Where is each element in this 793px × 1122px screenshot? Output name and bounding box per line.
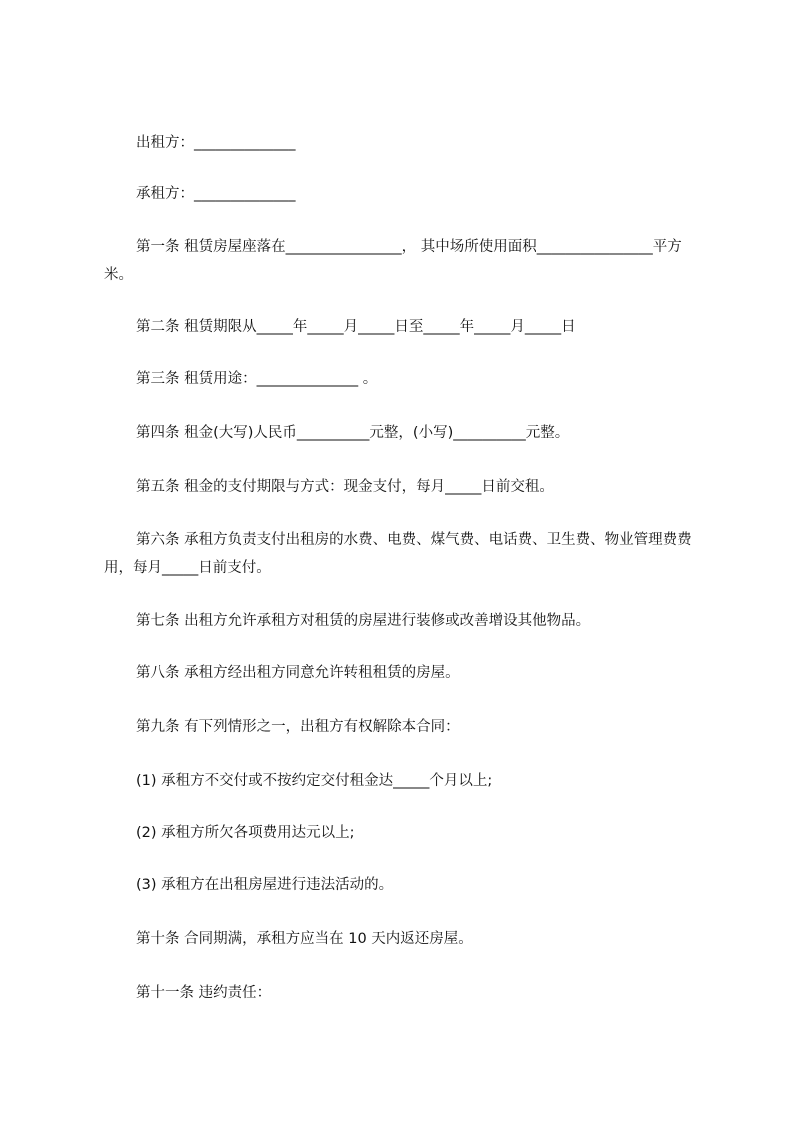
lessee-line: 承租方：______________ (136, 186, 296, 202)
article-3: 第三条 租赁用途：______________ 。 (136, 371, 378, 387)
article-9-item-3: (3) 承租方在出租房屋进行违法活动的。 (136, 877, 394, 893)
lessor-line: 出租方：______________ (136, 135, 296, 151)
article-9-item-2: (2) 承租方所欠各项费用达元以上; (136, 825, 355, 841)
article-9-item-1: (1) 承租方不交付或不按约定交付租金达_____个月以上; (136, 773, 493, 789)
article-1: 第一条 租赁房屋座落在________________， 其中场所使用面积________________平方米。 (104, 239, 682, 283)
article-8: 第八条 承租方经出租方同意允许转租租赁的房屋。 (136, 665, 460, 681)
article-10: 第十条 合同期满，承租方应当在 10 天内返还房屋。 (136, 931, 473, 947)
article-11: 第十一条 违约责任： (136, 985, 272, 1001)
article-9: 第九条 有下列情形之一，出租方有权解除本合同： (136, 719, 460, 735)
article-4: 第四条 租金(大写)人民币__________元整，(小写)__________元整。 (136, 425, 570, 441)
article-2: 第二条 租赁期限从_____年_____月_____日至_____年_____月_____日 (136, 319, 576, 335)
article-6: 第六条 承租方负责支付出租房的水费、电费、煤气费、电话费、卫生费、物业管理费费用，每月_____日前支付。 (104, 532, 692, 576)
article-7: 第七条 出租方允许承租方对租赁的房屋进行装修或改善增设其他物品。 (136, 613, 591, 629)
article-5: 第五条 租金的支付期限与方式：现金支付，每月_____日前交租。 (136, 479, 554, 495)
